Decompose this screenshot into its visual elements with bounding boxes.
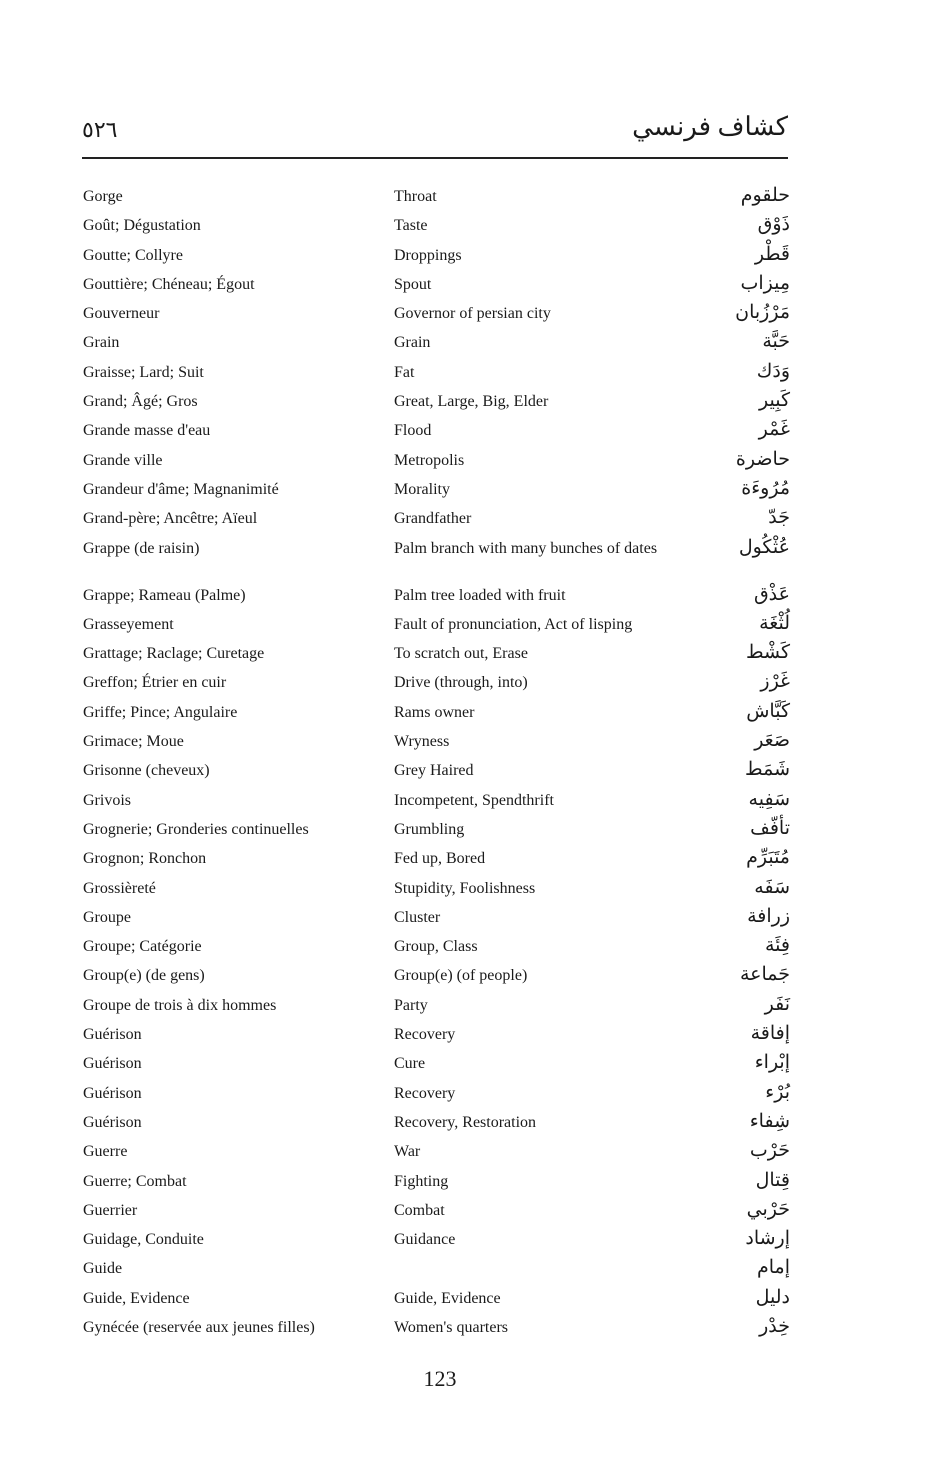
french-term: Groupe; Catégorie xyxy=(83,938,202,956)
arabic-term: حاضرة xyxy=(735,448,790,470)
french-term: Guidage, Conduite xyxy=(83,1231,204,1249)
french-term: Grasseyement xyxy=(83,615,174,633)
french-term: Grain xyxy=(83,334,120,352)
arabic-term: حَبَّة xyxy=(762,331,790,353)
glossary-entry xyxy=(0,610,944,639)
arabic-page-number: ٥٢٦ xyxy=(82,117,118,142)
glossary-entry xyxy=(0,991,944,1020)
french-term: Grande ville xyxy=(83,451,163,469)
english-term: Grandfather xyxy=(394,510,472,528)
arabic-term: جَماعة xyxy=(739,964,790,986)
english-term: Metropolis xyxy=(394,451,465,469)
glossary-entry xyxy=(0,668,944,697)
arabic-term: مِيزاب xyxy=(740,272,790,294)
arabic-term: حَرْب xyxy=(749,1140,790,1162)
arabic-term: بُرْء xyxy=(765,1081,790,1103)
english-term: Morality xyxy=(394,480,450,498)
glossary-entry xyxy=(0,182,944,211)
glossary-entry xyxy=(0,1049,944,1078)
glossary-entry xyxy=(0,328,944,357)
english-term: Incompetent, Spendthrift xyxy=(394,791,554,809)
arabic-term: إرشاد xyxy=(745,1228,790,1250)
glossary-entry xyxy=(0,358,944,387)
french-term: Guide xyxy=(83,1260,123,1278)
glossary-entry xyxy=(0,270,944,299)
english-term: Wryness xyxy=(394,733,450,751)
french-term: Gorge xyxy=(83,188,123,205)
french-term: Guérison xyxy=(83,1113,142,1131)
glossary-entry xyxy=(0,1137,944,1166)
glossary-entry xyxy=(0,786,944,815)
glossary-entry xyxy=(0,299,944,328)
arabic-term: كَبَّاش xyxy=(746,700,790,722)
french-term: Guérison xyxy=(83,1055,142,1073)
arabic-term: فِئَة xyxy=(764,935,790,957)
glossary-entry xyxy=(0,534,944,581)
french-term: Guerre xyxy=(83,1143,128,1161)
arabic-term: كَبِير xyxy=(759,390,790,412)
english-term: Great, Large, Big, Elder xyxy=(394,393,549,411)
english-term: Droppings xyxy=(394,246,462,264)
glossary-entry xyxy=(0,416,944,445)
glossary-entry xyxy=(0,961,944,990)
english-term: Group(e) (of people) xyxy=(394,967,528,985)
arabic-term: غَرْز xyxy=(760,671,790,693)
french-term: Guérison xyxy=(83,1084,142,1102)
arabic-term: شِفاء xyxy=(749,1110,790,1132)
french-term: Guerre; Combat xyxy=(83,1172,187,1190)
arabic-term: نَفَر xyxy=(764,993,790,1015)
arabic-term: إبْراء xyxy=(754,1052,790,1074)
arabic-term: قِتال xyxy=(755,1169,790,1191)
arabic-term: كَشْط xyxy=(745,642,790,664)
arabic-term: شَمَط xyxy=(745,759,790,781)
arabic-term: عُثْكُول xyxy=(738,536,790,558)
french-term: Grognerie; Gronderies continuelles xyxy=(83,820,309,838)
arabic-term: مَرْزُبان xyxy=(735,302,790,324)
arabic-term: مُرُوءَة xyxy=(741,477,790,499)
english-term: Fighting xyxy=(394,1172,449,1190)
english-term: Women's quarters xyxy=(394,1318,509,1336)
french-term: Grand; Âgé; Gros xyxy=(83,393,198,411)
glossary-entry xyxy=(0,387,944,416)
french-term: Griffe; Pince; Angulaire xyxy=(83,703,238,721)
glossary-entry xyxy=(0,446,944,475)
english-term: Party xyxy=(394,996,428,1014)
french-term: Grappe; Rameau (Palme) xyxy=(83,586,246,604)
glossary-entry xyxy=(0,1284,944,1313)
english-term: Rams owner xyxy=(394,703,475,721)
english-term: Group, Class xyxy=(394,938,478,956)
english-term: Grey Haired xyxy=(394,762,474,780)
french-term: Guide, Evidence xyxy=(83,1289,190,1307)
arabic-term: تأفّف xyxy=(750,817,790,839)
french-term: Grappe (de raisin) xyxy=(83,539,200,557)
english-term: Spout xyxy=(394,275,432,293)
arabic-term: إفاقة xyxy=(750,1023,790,1045)
english-term: Taste xyxy=(394,217,428,235)
french-term: Guerrier xyxy=(83,1201,138,1219)
english-term: Recovery xyxy=(394,1026,456,1044)
french-term: Grand-père; Ancêtre; Aïeul xyxy=(83,510,258,528)
glossary-entry xyxy=(0,1254,944,1283)
french-term: Gouverneur xyxy=(83,305,160,323)
english-term: Fault of pronunciation, Act of lisping xyxy=(394,615,633,633)
page-number: 123 xyxy=(423,1366,457,1391)
english-term: Recovery xyxy=(394,1084,456,1102)
glossary-entry xyxy=(0,1108,944,1137)
english-term: Governor of persian city xyxy=(394,305,551,323)
arabic-term: قَطْر xyxy=(754,243,790,265)
arabic-term: حلقوم xyxy=(740,185,790,206)
french-term: Grimace; Moue xyxy=(83,733,184,751)
glossary-entry xyxy=(0,1225,944,1254)
english-term: Palm branch with many bunches of dates xyxy=(394,539,658,557)
arabic-term: صَعَر xyxy=(754,730,790,752)
glossary-entry xyxy=(0,639,944,668)
arabic-term: خِدْر xyxy=(759,1315,790,1337)
glossary-entry xyxy=(0,844,944,873)
glossary-entry xyxy=(0,874,944,903)
glossary-entry xyxy=(0,1167,944,1196)
glossary-entry xyxy=(0,698,944,727)
english-term: Grain xyxy=(394,334,431,352)
french-term: Gouttière; Chéneau; Égout xyxy=(83,275,255,293)
english-term: Cure xyxy=(394,1055,426,1073)
arabic-term: وَدَك xyxy=(756,360,790,382)
header-rule xyxy=(82,157,788,159)
french-term: Grattage; Raclage; Curetage xyxy=(83,645,265,663)
french-term: Goût; Dégustation xyxy=(83,217,201,235)
english-term: War xyxy=(394,1143,421,1161)
english-term: Grumbling xyxy=(394,820,465,838)
glossary-list xyxy=(0,182,944,1342)
glossary-entry xyxy=(0,241,944,270)
french-term: Grossièreté xyxy=(83,879,156,897)
arabic-term: زرافة xyxy=(747,905,790,927)
english-term: Stupidity, Foolishness xyxy=(394,879,536,897)
english-term: Flood xyxy=(394,422,432,440)
arabic-term: إمام xyxy=(756,1257,790,1279)
glossary-entry xyxy=(0,211,944,240)
glossary-entry xyxy=(0,475,944,504)
glossary-entry xyxy=(0,1313,944,1342)
french-term: Grande masse d'eau xyxy=(83,422,211,440)
english-term: Guidance xyxy=(394,1231,456,1249)
english-term: Guide, Evidence xyxy=(394,1289,501,1307)
english-term: Combat xyxy=(394,1201,445,1219)
arabic-term: سَفِيه xyxy=(748,788,790,810)
arabic-term: دليل xyxy=(755,1286,790,1308)
french-term: Gynécée (reservée aux jeunes filles) xyxy=(83,1318,315,1336)
glossary-entry xyxy=(0,1079,944,1108)
glossary-entry xyxy=(0,903,944,932)
french-term: Groupe xyxy=(83,908,131,926)
glossary-entry xyxy=(0,581,944,610)
english-term: Throat xyxy=(394,188,437,205)
french-term: Group(e) (de gens) xyxy=(83,967,205,985)
english-term: Drive (through, into) xyxy=(394,674,528,692)
arabic-term: ذَوْق xyxy=(757,214,790,236)
arabic-term: غَمْر xyxy=(758,419,790,441)
page-header xyxy=(82,112,788,152)
glossary-entry xyxy=(0,1196,944,1225)
arabic-term: مُتَبَرِّم xyxy=(746,847,790,869)
french-term: Grivois xyxy=(83,791,131,809)
arabic-term: عَذْق xyxy=(753,583,790,605)
glossary-entry xyxy=(0,932,944,961)
french-term: Greffon; Étrier en cuir xyxy=(83,674,227,692)
english-term: Cluster xyxy=(394,908,441,926)
glossary-entry xyxy=(0,815,944,844)
french-term: Grisonne (cheveux) xyxy=(83,762,210,780)
french-term: Guérison xyxy=(83,1026,142,1044)
french-term: Groupe de trois à dix hommes xyxy=(83,996,277,1014)
glossary-entry xyxy=(0,1020,944,1049)
french-term: Grandeur d'âme; Magnanimité xyxy=(83,480,279,498)
glossary-entry xyxy=(0,504,944,533)
french-term: Goutte; Collyre xyxy=(83,246,183,264)
arabic-term: جَدّ xyxy=(768,507,790,529)
glossary-entry xyxy=(0,727,944,756)
arabic-term: حَرْبي xyxy=(746,1198,790,1220)
running-title: كشاف فرنسي xyxy=(632,112,788,141)
english-term: Recovery, Restoration xyxy=(394,1113,537,1131)
english-term: Fat xyxy=(394,363,415,381)
arabic-term: لُثْغَة xyxy=(759,612,790,634)
english-term: To scratch out, Erase xyxy=(394,645,528,663)
french-term: Graisse; Lard; Suit xyxy=(83,363,204,381)
english-term: Palm tree loaded with fruit xyxy=(394,586,566,604)
french-term: Grognon; Ronchon xyxy=(83,850,207,868)
glossary-entry xyxy=(0,756,944,785)
arabic-term: سَفَه xyxy=(754,876,790,898)
english-term: Fed up, Bored xyxy=(394,850,486,868)
